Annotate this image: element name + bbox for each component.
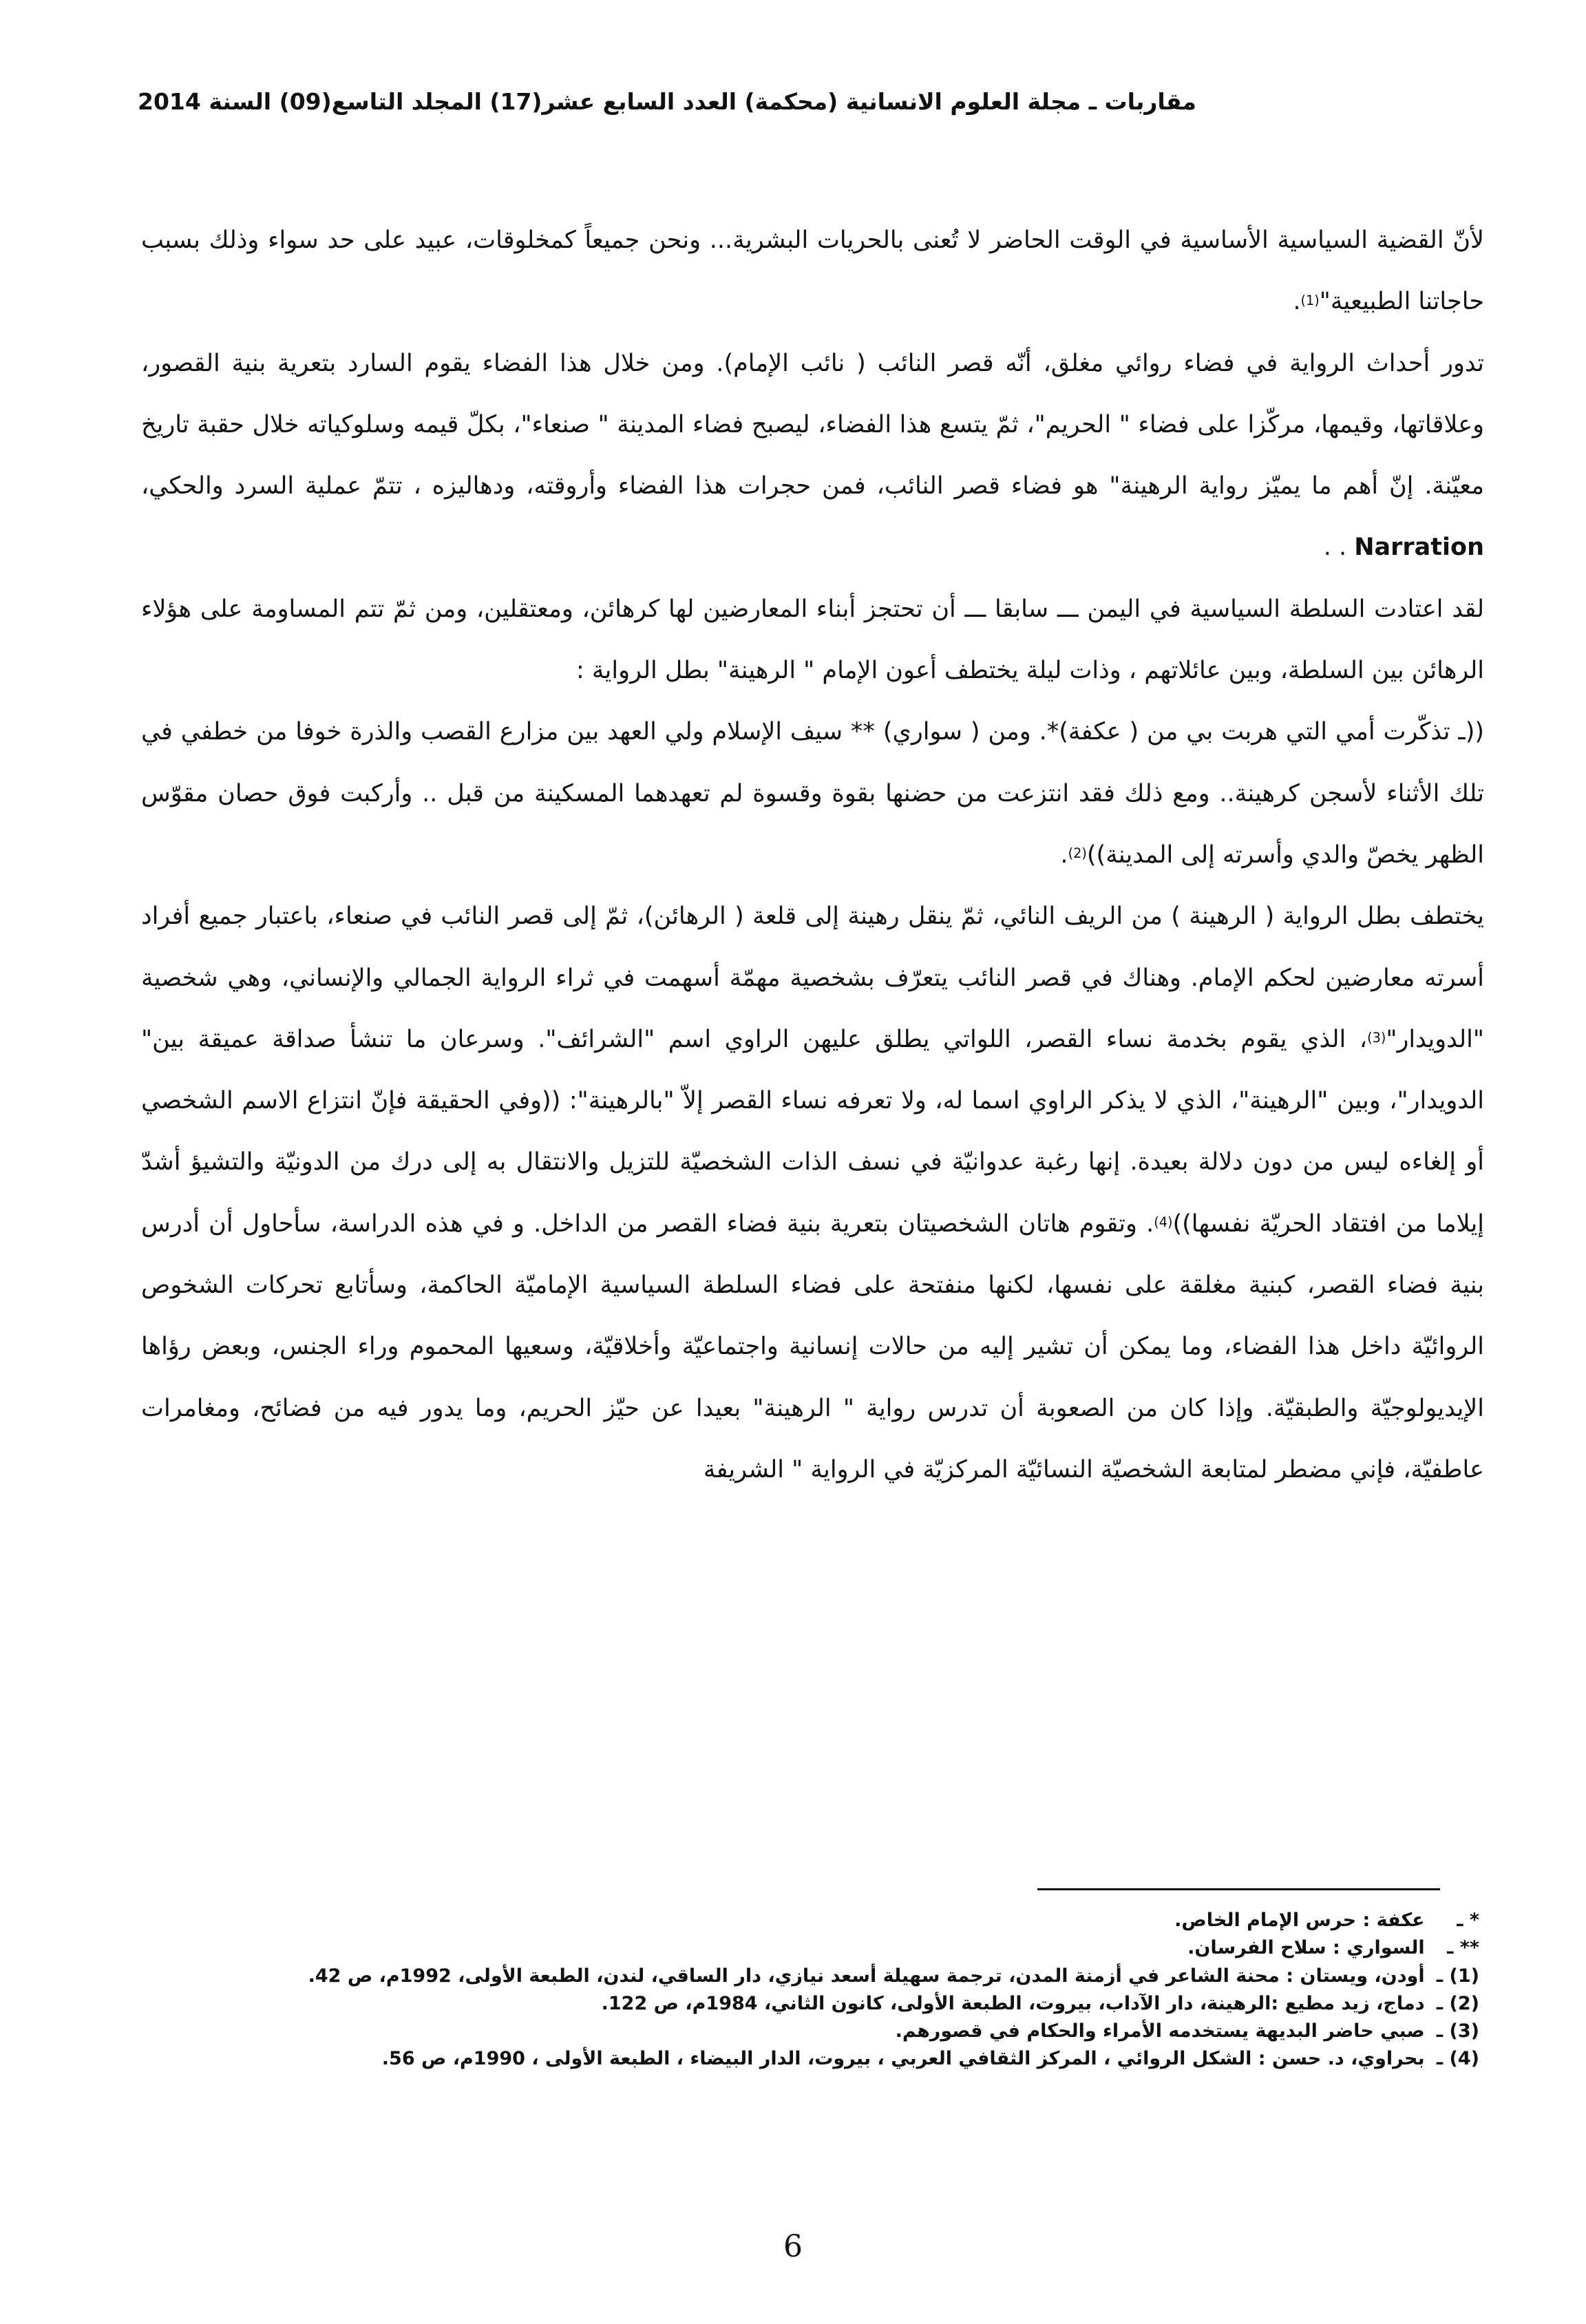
- footnote-marker: (4) ـ: [1436, 2048, 1479, 2070]
- footnote-item: [165, 1907, 1479, 1934]
- footnotes: [165, 1907, 1479, 2073]
- paragraph-4-quote: ((ـ تذكّرت أمي التي هربت بي من ( عكفة)*. ومن ( سواري) ** سيف الإسلام ولي العهد بين مزارع القصب والذرة خوفا من خطفي في تلك الأثناء لأسجن كرهينة.. ومع ذلك فقد انتزعت من حضنها بقوة وقسوة لم تعهدهما المسكينة من قبل .. وأركبت فوق حصان مقوّس الظهر يخصّ والدي وأسرته إلى المدينة))$^{(2)}$.: [141, 718, 1484, 869]
- footnote-ref-4[interactable]: (4): [1154, 1214, 1173, 1231]
- footnote-marker: ** ـ: [1447, 1937, 1479, 1959]
- article-body: [141, 210, 1484, 1501]
- paragraph-2: تدور أحداث الرواية في فضاء روائي مغلق، أنّه قصر النائب ( نائب الإمام). ومن خلال هذا الفضاء يقوم السارد بتعرية بنية القصور، وعلاقاتها، وقيمها، مركّزا على فضاء " الحريم"، ثمّ يتسع هذا الفضاء، ليصبح فضاء المدينة " صنعاء"، بكلّ قيمه وسلوكياته خلال حقبة تاريخ معيّنة. إنّ أهم ما يميّز رواية الرهينة" هو فضاء قصر النائب، فمن حجرات هذا الفضاء وأروقته، ودهاليزه ، تتمّ عملية السرد والحكي، Narration . .: [141, 349, 1484, 562]
- footnote-divider: [1037, 1888, 1440, 1890]
- paragraph-1: لأنّ القضية السياسية الأساسية في الوقت الحاضر لا تُعنى بالحريات البشرية... ونحن جميعاً كمخلوقات، عبيد على حد سواء وذلك بسبب حاجاتنا الطبيعية"$^{(1)}$.: [141, 226, 1484, 316]
- footnote-ref-1[interactable]: (1): [1300, 292, 1320, 308]
- footnote-item: [165, 1963, 1479, 1990]
- footnote-text: أودن، ويستان : محنة الشاعر في أزمنة المدن، ترجمة سهيلة أسعد نيازي، دار الساقي، لندن، الطبعة الأولى، 1992م، ص 42.: [308, 1965, 1425, 1987]
- journal-header-title: مقاربات ـ مجلة العلوم الانسانية (محكمة) العدد السابع عشر(17) المجلد التاسع(09) السنة 2014: [138, 87, 1196, 115]
- footnote-text: صبي حاضر البديهة يستخدمه الأمراء والحكام في قصورهم.: [895, 2020, 1425, 2042]
- footnote-text: بحراوي، د. حسن : الشكل الروائي ، المركز الثقافي العربي ، بيروت، الدار البيضاء ، الطبعة الأولى ، 1990م، ص 56.: [381, 2048, 1425, 2070]
- page-number: 6: [783, 2229, 803, 2264]
- footnote-ref-2[interactable]: (2): [1068, 845, 1087, 862]
- footnote-ref-3[interactable]: (3): [1367, 1030, 1386, 1046]
- footnote-item: [165, 2018, 1479, 2045]
- footnote-text: السواري : سلاح الفرسان.: [1187, 1937, 1425, 1959]
- paragraph-5: يختطف بطل الرواية ( الرهينة ) من الريف النائي، ثمّ ينقل رهينة إلى قلعة ( الرهائن)، ثمّ إلى قصر النائب في صنعاء، باعتبار جميع أفراد أسرته معارضين لحكم الإمام. وهناك في قصر النائب يتعرّف بشخصية مهمّة أسهمت في ثراء الرواية الجمالي والإنساني، وهي شخصية "الدويدار"$^{(3)}$، الذي يقوم بخدمة نساء القصر، اللواتي يطلق عليهن الراوي اسم "الشرائف". وسرعان ما تنشأ صداقة عميقة بين" الدويدار"، وبين "الرهينة"، الذي لا يذكر الراوي اسما له، ولا تعرفه نساء القصر إلاّ "بالرهينة": ((وفي الحقيقة فإنّ انتزاع الاسم الشخصي أو إلغاءه ليس من دون دلالة بعيدة. إنها رغبة عدوانيّة في نسف الذات الشخصيّة للتزيل والانتقال به إلى درك من الدونيّة والتشيؤ أشدّ إيلاما من افتقاد الحريّة نفسها))$^{(4)}$. وتقوم هاتان الشخصيتان بتعرية بنية فضاء القصر من الداخل. و في هذه الدراسة، سأحاول أن أدرس بنية فضاء القصر، كبنية مغلقة على نفسها، لكنها منفتحة على فضاء السلطة السياسية الإماميّة الحاكمة، وسأتابع تحركات الشخوص الروائيّة داخل هذا الفضاء، وما يمكن أن تشير إليه من حالات إنسانية واجتماعيّة وأخلاقيّة، وسعيها المحموم وراء الجنس، وبعض رؤاها الإيديولوجيّة والطبقيّة. وإذا كان من الصعوبة أن تدرس رواية " الرهينة" بعيدا عن حيّز الحريم، وما يدور فيه من فضائح، ومغامرات عاطفيّة، فإني مضطر لمتابعة الشخصيّة النسائيّة المركزيّة في الرواية " الشريفة: [141, 902, 1484, 1483]
- footnote-marker: * ـ: [1457, 1910, 1479, 1931]
- footnote-marker: (2) ـ: [1436, 1992, 1479, 2014]
- footnote-text: دماج، زيد مطيع :الرهينة، دار الآداب، بيروت، الطبعة الأولى، كانون الثاني، 1984م، ص 122.: [601, 1992, 1425, 2014]
- narration-term: Narration: [1354, 534, 1484, 562]
- footnote-item: [165, 1934, 1479, 1962]
- footnote-marker: (3) ـ: [1436, 2020, 1479, 2042]
- paragraph-3: لقد اعتادت السلطة السياسية في اليمن ـــ سابقا ـــ أن تحتجز أبناء المعارضين لها كرهائن، ومعتقلين، ومن ثمّ تتم المساومة على هؤلاء الرهائن بين السلطة، وبين عائلاتهم ، وذات ليلة يختطف أعون الإمام " الرهينة" بطل الرواية :: [141, 595, 1484, 685]
- journal-header: [138, 77, 1479, 125]
- footnote-text: عكفة : حرس الإمام الخاص.: [1174, 1910, 1425, 1931]
- footnote-marker: (1) ـ: [1436, 1965, 1479, 1987]
- footnote-item: [165, 2045, 1479, 2073]
- footnote-item: [165, 1990, 1479, 2018]
